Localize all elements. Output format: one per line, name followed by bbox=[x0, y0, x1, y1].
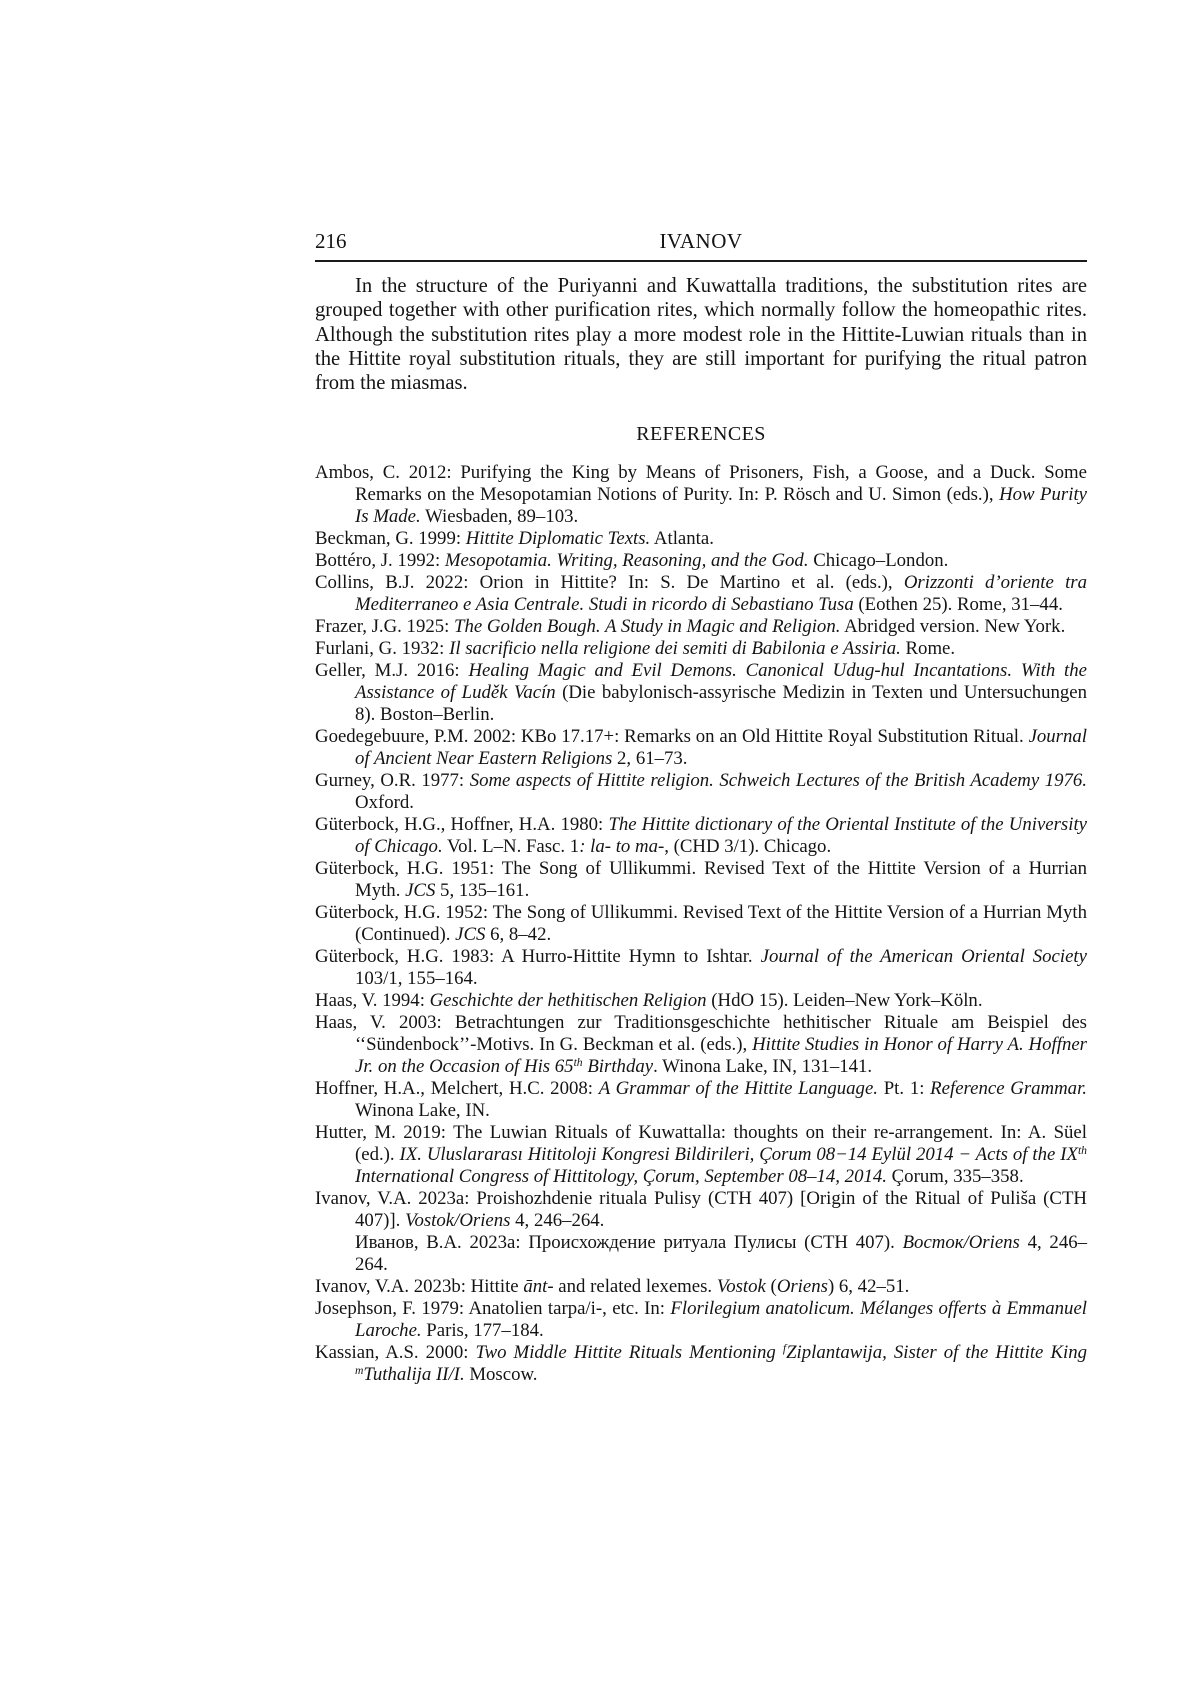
reference-entry bbox=[315, 990, 1087, 1012]
reference-text: ( bbox=[765, 1276, 777, 1298]
running-title: IVANOV bbox=[659, 229, 743, 253]
reference-text: Güterbock, H.G. 1952: The Song of Ullikummi. Revised Text of the Hittite Version of a Hurrian Myth (Continued). bbox=[315, 902, 1087, 946]
reference-text: Güterbock, H.G. 1983: A Hurro-Hittite Hymn to Ishtar. bbox=[315, 946, 761, 968]
reference-entry bbox=[315, 1342, 1087, 1386]
reference-title: Some aspects of Hittite religion. Schweich Lectures of the British Academy 1976. bbox=[469, 770, 1087, 792]
reference-title: Geschichte der hethitischen Religion bbox=[429, 990, 707, 1012]
reference-text: Vol. L–N. Fasc. 1 bbox=[442, 836, 580, 858]
reference-text: 2, 61–73. bbox=[612, 748, 688, 770]
reference-superscript: th bbox=[573, 1056, 583, 1070]
reference-title: Hittite Studies in Honor of Harry A. Hoffner Jr. on the Occasion of His 65 bbox=[355, 1034, 1087, 1078]
reference-text: Haas, V. 2003: Betrachtungen zur Traditionsgeschichte hethitischer Rituale am Beispiel des ‘‘Sündenbock’’-Motivs. In G. Beckman et al. (eds.), bbox=[315, 1012, 1087, 1056]
reference-text: Hutter, M. 2019: The Luwian Rituals of Kuwattalla: thoughts on their re-arrangement. In: A. Süel (ed.). bbox=[315, 1122, 1087, 1166]
reference-title: International Congress of Hittitology, Çorum, September 08–14, 2014. bbox=[355, 1166, 887, 1188]
reference-title: The Golden Bough. A Study in Magic and Religion. bbox=[454, 616, 841, 638]
reference-entry bbox=[315, 616, 1087, 638]
reference-entry bbox=[315, 660, 1087, 726]
reference-entry bbox=[315, 572, 1087, 616]
reference-entry bbox=[315, 528, 1087, 550]
reference-entry bbox=[315, 1078, 1087, 1122]
reference-title: Tuthalija II/I. bbox=[363, 1364, 465, 1386]
reference-text: 6, 8–42. bbox=[485, 924, 552, 946]
reference-text: 5, 135–161. bbox=[435, 880, 530, 902]
reference-text: 4, 246–264. bbox=[355, 1232, 1087, 1276]
reference-text: Furlani, G. 1932: bbox=[315, 638, 450, 660]
reference-entry bbox=[315, 550, 1087, 572]
reference-text: Chicago–London. bbox=[808, 550, 949, 572]
reference-superscript: m bbox=[355, 1364, 364, 1378]
reference-title: Vostok bbox=[716, 1276, 766, 1298]
reference-entry bbox=[315, 946, 1087, 990]
page-content bbox=[315, 226, 1087, 1386]
reference-text: Geller, M.J. 2016: bbox=[315, 660, 469, 682]
reference-text: 103/1, 155–164. bbox=[355, 968, 478, 990]
reference-text: ) 6, 42–51. bbox=[827, 1276, 910, 1298]
reference-text: Çorum, 335–358. bbox=[886, 1166, 1024, 1188]
reference-text: Иванов, В.А. 2023а: Происхождение ритуала Пулисы (CTH 407). bbox=[355, 1232, 903, 1254]
reference-entry bbox=[315, 462, 1087, 528]
reference-entry bbox=[315, 1188, 1087, 1232]
reference-title: Восток/Oriens bbox=[902, 1232, 1020, 1254]
reference-text: Rome. bbox=[900, 638, 956, 660]
reference-title: The Hittite dictionary of the Oriental Institute of the University of Chicago. bbox=[355, 814, 1088, 858]
reference-title: Hittite Diplomatic Texts. bbox=[465, 528, 651, 550]
reference-text: Beckman, G. 1999: bbox=[315, 528, 466, 550]
reference-title: Two Middle Hittite Rituals Mentioning bbox=[475, 1342, 783, 1364]
reference-text: Oxford. bbox=[355, 792, 414, 814]
reference-text: Gurney, O.R. 1977: bbox=[315, 770, 470, 792]
reference-title: ānt- bbox=[523, 1276, 554, 1298]
page-number: 216 bbox=[315, 229, 347, 253]
reference-superscript: th bbox=[1077, 1144, 1087, 1158]
reference-entry bbox=[315, 814, 1087, 858]
reference-text: Hoffner, H.A., Melchert, H.C. 2008: bbox=[315, 1078, 599, 1100]
reference-text: (Die babylonisch-assyrische Medizin in Texten und Untersuchungen 8). Boston–Berlin. bbox=[355, 682, 1087, 726]
reference-title: Il sacrificio nella religione dei semiti di Babilonia e Assiria. bbox=[449, 638, 901, 660]
reference-text: Wiesbaden, 89–103. bbox=[420, 506, 579, 528]
reference-text: Collins, B.J. 2022: Orion in Hittite? In: S. De Martino et al. (eds.), bbox=[315, 572, 904, 594]
reference-entry bbox=[315, 858, 1087, 902]
reference-title: Oriens bbox=[776, 1276, 828, 1298]
reference-entry bbox=[315, 1012, 1087, 1078]
reference-entry bbox=[315, 770, 1087, 814]
reference-title: Reference Grammar. bbox=[930, 1078, 1087, 1100]
references-list bbox=[315, 462, 1087, 1386]
reference-text: (Eothen 25). Rome, 31–44. bbox=[853, 594, 1063, 616]
reference-title: Orizzonti d’oriente tra Mediterraneo e Asia Centrale. Studi in ricordo di Sebastiano Tusa bbox=[355, 572, 1088, 616]
reference-entry bbox=[315, 638, 1087, 660]
reference-text: Abridged version. New York. bbox=[840, 616, 1066, 638]
reference-entry bbox=[315, 1122, 1087, 1188]
reference-text: Kassian, A.S. 2000: bbox=[315, 1342, 476, 1364]
reference-superscript: f bbox=[782, 1342, 787, 1356]
reference-text: Frazer, J.G. 1925: bbox=[315, 616, 455, 638]
reference-entry bbox=[315, 1232, 1087, 1276]
reference-text: Ambos, C. 2012: Purifying the King by Means of Prisoners, Fish, a Goose, and a Duck. Some Remarks on the Mesopotamian Notions of Purity. In: P. Rösch and U. Simon (eds.), bbox=[315, 462, 1087, 506]
reference-title: A Grammar of the Hittite Language. bbox=[598, 1078, 878, 1100]
reference-title: JCS bbox=[455, 924, 486, 946]
reference-text: 4, 246–264. bbox=[510, 1210, 605, 1232]
reference-text: Paris, 177–184. bbox=[421, 1320, 544, 1342]
reference-title: : la- to ma- bbox=[579, 836, 665, 858]
reference-entry bbox=[315, 902, 1087, 946]
reference-text: , (CHD 3/1). Chicago. bbox=[664, 836, 832, 858]
reference-title: Ziplantawija, Sister of the Hittite King bbox=[786, 1342, 1087, 1364]
reference-title: Healing Magic and Evil Demons. Canonical Udug-hul Incantations. With the Assistance of Luděk Vacín bbox=[355, 660, 1088, 704]
reference-text: Haas, V. 1994: bbox=[315, 990, 430, 1012]
reference-text: . Winona Lake, IN, 131–141. bbox=[653, 1056, 873, 1078]
reference-title: Journal of the American Oriental Society bbox=[760, 946, 1087, 968]
reference-text: Güterbock, H.G., Hoffner, H.A. 1980: bbox=[315, 814, 609, 836]
reference-text: Ivanov, V.A. 2023b: Hittite bbox=[315, 1276, 524, 1298]
reference-text: Josephson, F. 1979: Anatolien tarpa/i-, etc. In: bbox=[315, 1298, 671, 1320]
reference-text: Bottéro, J. 1992: bbox=[315, 550, 445, 572]
reference-text: Moscow. bbox=[464, 1364, 538, 1386]
running-head bbox=[315, 226, 1087, 256]
reference-title: Mesopotamia. Writing, Reasoning, and the God. bbox=[444, 550, 809, 572]
reference-title: IX. Uluslararası Hititoloji Kongresi Bildirileri, Çorum 08−14 Eylül 2014 − Acts of the IX bbox=[399, 1144, 1078, 1166]
reference-title: Birthday bbox=[582, 1056, 654, 1078]
reference-text: Güterbock, H.G. 1951: The Song of Ullikummi. Revised Text of the Hittite Version of a Hurrian Myth. bbox=[315, 858, 1087, 902]
reference-title: Florilegium anatolicum. Mélanges offerts à Emmanuel Laroche. bbox=[355, 1298, 1087, 1342]
reference-entry bbox=[315, 1276, 1087, 1298]
body-paragraph: In the structure of the Puriyanni and Kuwattalla traditions, the substitution rites are grouped together with other purification rites, which normally follow the homeopathic rites. Although the substitution rites play a more modest role in the Hittite-Luwian rituals than in the Hittite royal substitution rituals, they are still important for purifying the ritual patron from the miasmas. bbox=[315, 275, 1087, 395]
reference-entry bbox=[315, 726, 1087, 770]
reference-title: How Purity Is Made. bbox=[355, 484, 1088, 528]
reference-text: Atlanta. bbox=[650, 528, 714, 550]
reference-text: Winona Lake, IN. bbox=[355, 1100, 490, 1122]
reference-text: Goedegebuure, P.M. 2002: KBo 17.17+: Remarks on an Old Hittite Royal Substitution Ritual. bbox=[315, 726, 1029, 748]
reference-title: Journal of Ancient Near Eastern Religions bbox=[355, 726, 1087, 770]
reference-entry bbox=[315, 1298, 1087, 1342]
reference-text: Ivanov, V.A. 2023a: Proishozhdenie rituala Pulisy (CTH 407) [Origin of the Ritual of Puliša (CTH 407)]. bbox=[315, 1188, 1087, 1232]
reference-title: JCS bbox=[405, 880, 436, 902]
reference-text: and related lexemes. bbox=[553, 1276, 717, 1298]
reference-text: Pt. 1: bbox=[877, 1078, 931, 1100]
references-heading: REFERENCES bbox=[636, 423, 766, 446]
header-rule bbox=[315, 260, 1087, 262]
reference-title: Vostok/Oriens bbox=[405, 1210, 511, 1232]
reference-text: (HdO 15). Leiden–New York–Köln. bbox=[706, 990, 983, 1012]
